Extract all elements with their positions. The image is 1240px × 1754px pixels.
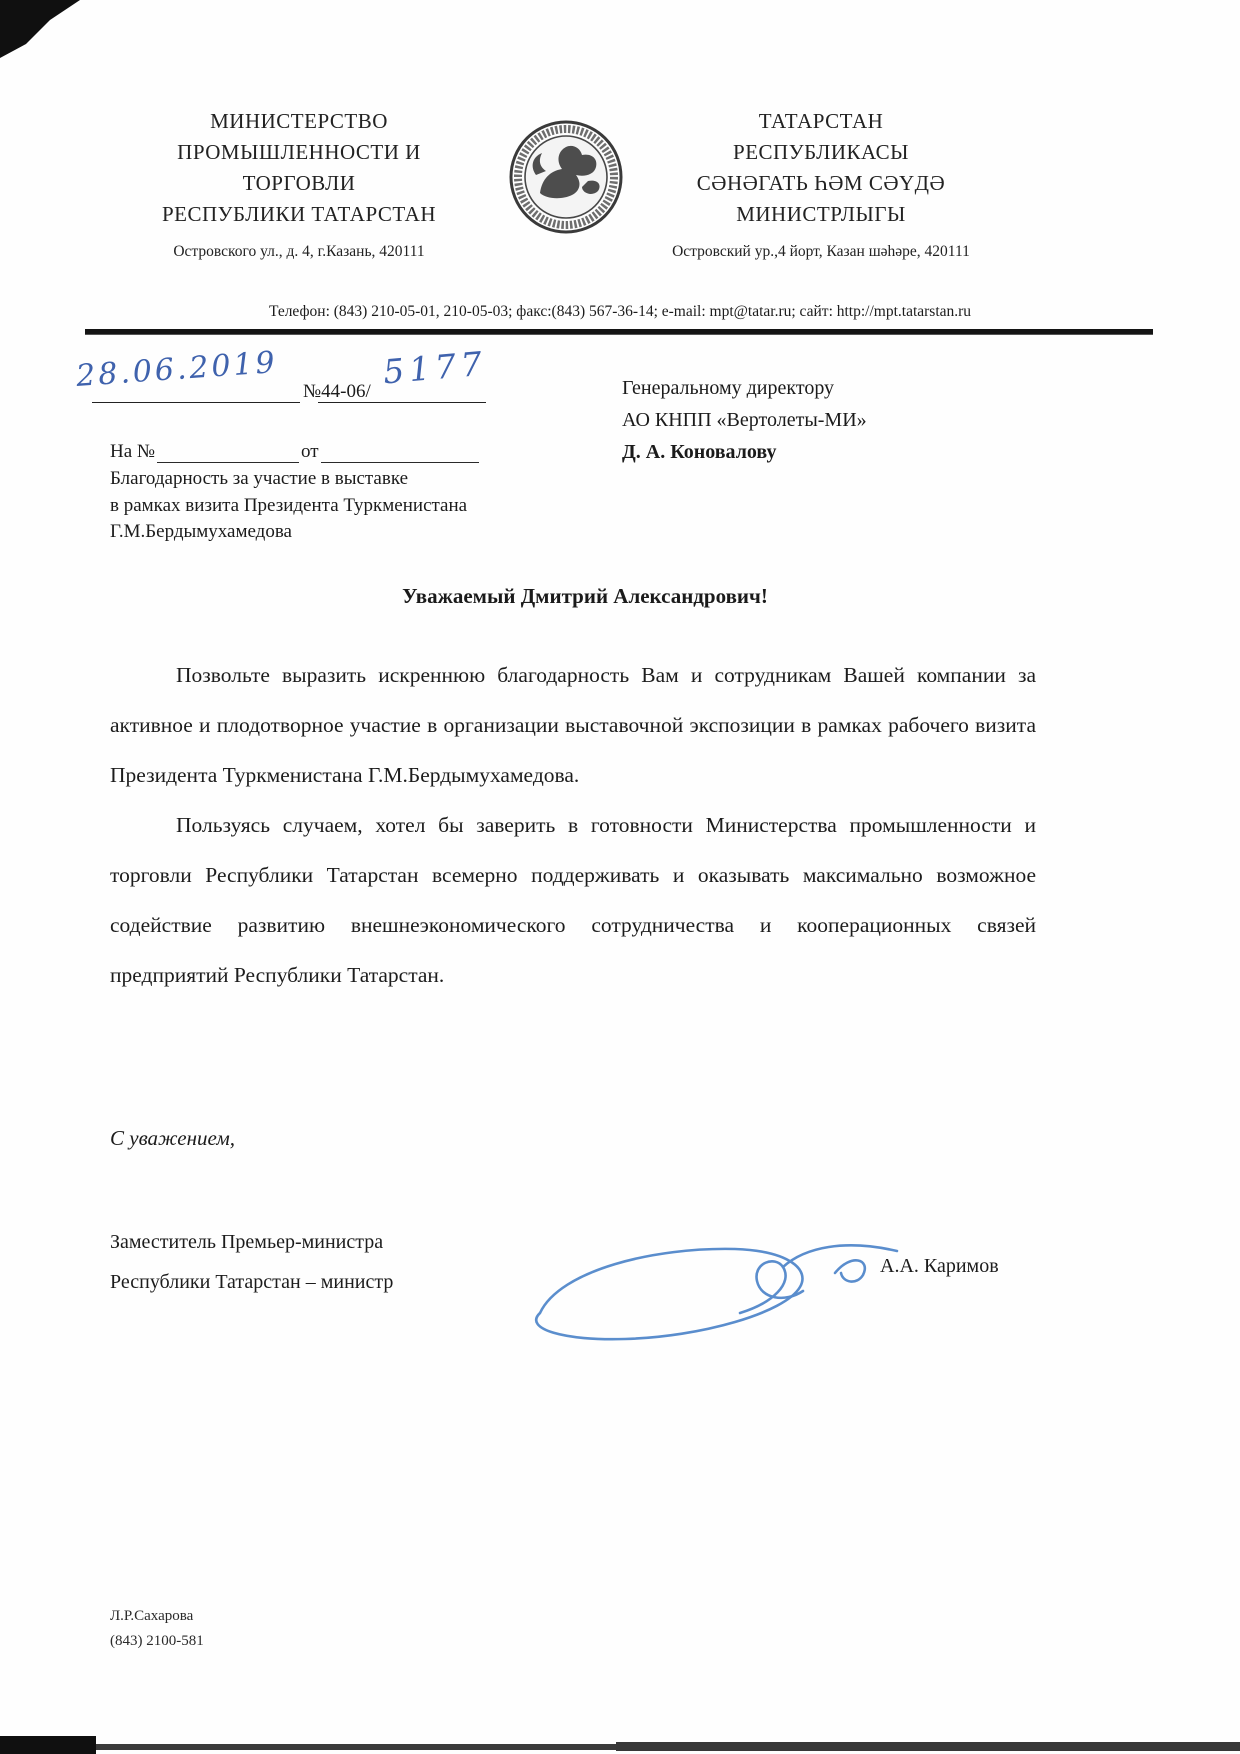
signer-position-line: Заместитель Премьер-министра — [110, 1231, 384, 1253]
ministry-name-ru — [118, 106, 480, 230]
recipient-position: Генеральному директору — [622, 377, 835, 399]
reply-number-blank-line — [157, 442, 299, 463]
subject-line: в рамках визита Президента Туркменистана — [110, 494, 468, 516]
closing-phrase: С уважением, — [110, 1126, 235, 1150]
handwritten-signature-icon — [505, 1225, 925, 1365]
ministry-name-ru-line: РЕСПУБЛИКИ ТАТАРСТАН — [161, 202, 437, 226]
ministry-name-tt — [630, 106, 1012, 230]
header-divider — [85, 329, 1153, 334]
ministry-address-ru: Островского ул., д. 4, г.Казань, 420111 — [173, 243, 425, 260]
outgoing-number-prefix: №44-06/ — [303, 381, 371, 402]
letter-body — [110, 650, 1036, 1000]
reply-reference-line — [110, 441, 479, 463]
number-blank-line — [318, 402, 486, 403]
ministry-name-tt-line: ТАТАРСТАН — [758, 109, 884, 133]
subject-line: Благодарность за участие в выставке — [110, 468, 409, 489]
reply-prefix-label: На № — [110, 441, 156, 462]
ministry-name-ru-line: МИНИСТЕРСТВО — [210, 109, 388, 133]
contact-line: Телефон: (843) 210-05-01, 210-05-03; факс:(843) 567-36-14; e-mail: mpt@tatar.ru; сайт: http://mpt.tatarstan.ru — [268, 303, 972, 320]
recipient-organization: АО КНПП «Вертолеты-МИ» — [622, 409, 867, 431]
reply-date-blank-line — [321, 442, 479, 463]
ministry-name-tt-line: МИНИСТРЛЫГЫ — [736, 202, 906, 226]
recipient-name: Д. А. Коновалову — [622, 441, 777, 463]
executor-block — [110, 1604, 204, 1654]
scan-artifact-bottom-left — [0, 1736, 96, 1754]
signer-position-line: Республики Татарстан – министр — [110, 1271, 394, 1293]
ministry-name-tt-line: СӘНӘГАТЬ ҺӘМ СӘҮДӘ — [696, 171, 946, 195]
executor-name: Л.Р.Сахарова — [110, 1608, 194, 1624]
body-paragraph-1: Позвольте выразить искреннюю благодарность Вам и сотрудникам Вашей компании за активное и плодотворное участие в организации выставочной экспозиции в рамках рабочего визита Президента Туркменистана Г.М.Бердымухамедова. — [110, 663, 1036, 787]
scan-artifact-bottom-line — [96, 1744, 616, 1750]
subject-block — [110, 466, 580, 546]
recipient-block — [622, 372, 1042, 468]
tatarstan-coat-of-arms-icon — [506, 117, 626, 237]
signer-position — [110, 1222, 540, 1302]
ministry-name-ru-line: ТОРГОВЛИ — [242, 171, 356, 195]
body-paragraph-2: Пользуясь случаем, хотел бы заверить в готовности Министерства промышленности и торговли Республики Татарстан всемерно поддерживать и оказывать максимально возможное содействие развитию внешнеэкономического сотрудничества и кооперационных связей предприятий Республики Татарстан. — [110, 813, 1036, 987]
ministry-address-tt: Островский ур.,4 йорт, Казан шәһәре, 420111 — [672, 243, 970, 260]
scan-artifact-bottom-band — [616, 1742, 1240, 1751]
executor-phone: (843) 2100-581 — [110, 1633, 204, 1649]
signer-name: А.А. Каримов — [880, 1255, 999, 1277]
outgoing-number-handwritten: 5177 — [381, 343, 489, 392]
outgoing-date-handwritten: 28.06.2019 — [75, 345, 279, 394]
reply-from-label: от — [301, 441, 319, 462]
scan-artifact-top-left — [0, 0, 82, 60]
ministry-name-tt-line: РЕСПУБЛИКАСЫ — [733, 140, 909, 164]
subject-line: Г.М.Бердымухамедова — [110, 521, 292, 542]
salutation: Уважаемый Дмитрий Александрович! — [402, 584, 768, 608]
ministry-name-ru-line: ПРОМЫШЛЕННОСТИ И — [177, 140, 421, 164]
date-blank-line — [92, 402, 300, 403]
